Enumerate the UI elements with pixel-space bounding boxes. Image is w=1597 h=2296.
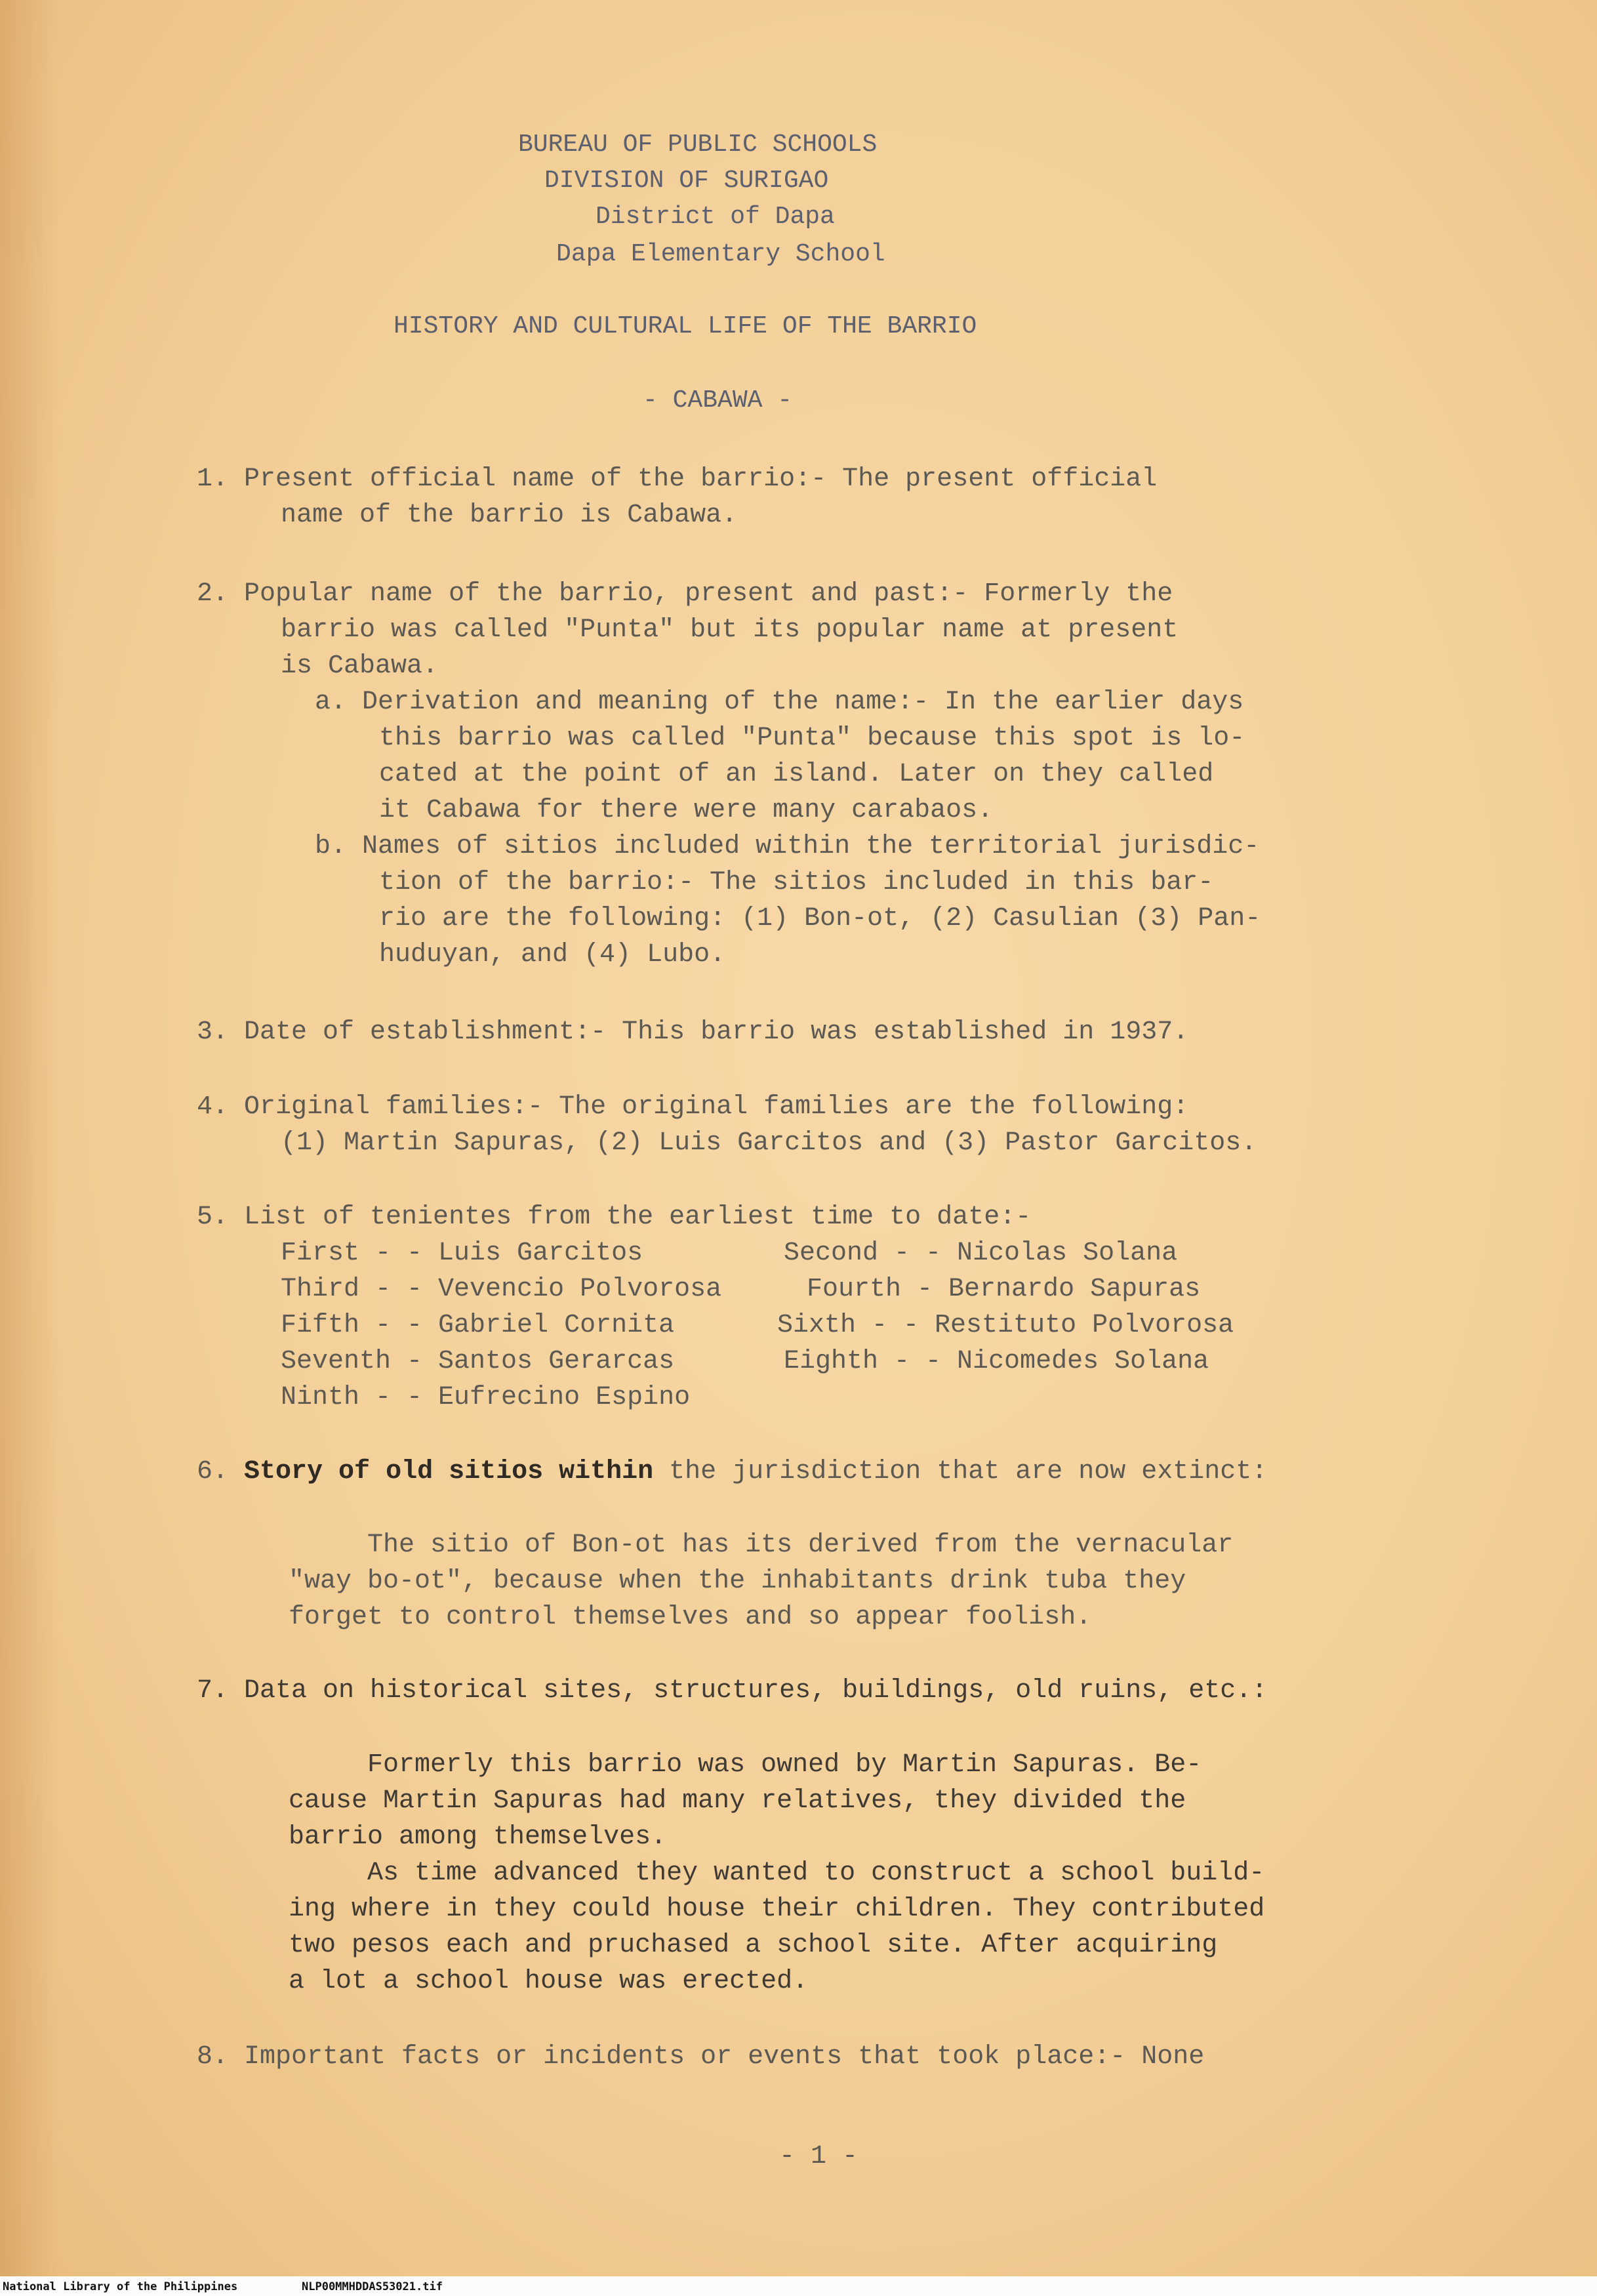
item-6-para-1: The sitio of Bon-ot has its derived from the vernacular	[367, 1530, 1234, 1560]
document-title: HISTORY AND CULTURAL LIFE OF THE BARRIO	[394, 312, 977, 340]
item-7-para-2: cause Martin Sapuras had many relatives, they divided the	[289, 1786, 1186, 1816]
item-4-line-2: (1) Martin Sapuras, (2) Luis Garcitos and (3) Pastor Garcitos.	[281, 1128, 1257, 1158]
item-6-number: 6.	[197, 1457, 229, 1486]
teniente-2: Second - - Nicolas Solana	[784, 1239, 1178, 1268]
barrio-name: - CABAWA -	[643, 386, 793, 415]
footer-file: NLP00MMHDDAS53021.tif	[302, 2280, 443, 2293]
teniente-5: Fifth - - Gabriel Cornita	[281, 1311, 675, 1340]
item-2b-line-1: b. Names of sitios included within the territorial jurisdic-	[315, 832, 1260, 861]
header-district: District of Dapa	[596, 203, 835, 231]
item-2a-line-4: it Cabawa for there were many carabaos.	[379, 796, 994, 825]
item-6-bold-text: Story of old sitios within	[244, 1457, 654, 1486]
item-2b-line-3: rio are the following: (1) Bon-ot, (2) Casulian (3) Pan-	[379, 904, 1261, 933]
teniente-8: Eighth - - Nicomedes Solana	[784, 1347, 1209, 1376]
teniente-6: Sixth - - Restituto Polvorosa	[777, 1311, 1234, 1340]
item-2-line-3: is Cabawa.	[281, 651, 439, 681]
item-2-line-1: 2. Popular name of the barrio, present and past:- Formerly the	[197, 579, 1173, 609]
header-bureau: BUREAU OF PUBLIC SCHOOLS	[518, 131, 878, 159]
header-school: Dapa Elementary School	[556, 240, 885, 268]
item-7-para-5: ing where in they could house their children. They contributed	[289, 1895, 1265, 1924]
item-1-line-2: name of the barrio is Cabawa.	[281, 501, 738, 530]
teniente-4: Fourth - Bernardo Sapuras	[807, 1275, 1201, 1304]
item-7-para-3: barrio among themselves.	[289, 1822, 667, 1852]
item-7-para-4: As time advanced they wanted to construct a school build-	[367, 1858, 1265, 1888]
item-7-para-7: a lot a school house was erected.	[289, 1967, 809, 1996]
item-2b-line-4: huduyan, and (4) Lubo.	[379, 940, 726, 970]
item-6-rest: the jurisdiction that are now extinct:	[669, 1457, 1268, 1486]
item-6-para-2: "way bo-ot", because when the inhabitants drink tuba they	[289, 1567, 1186, 1596]
item-7-heading: 7. Data on historical sites, structures, buildings, old ruins, etc.:	[197, 1676, 1268, 1706]
item-4-line-1: 4. Original families:- The original families are the following:	[197, 1092, 1189, 1122]
footer-library: National Library of the Philippines	[3, 2280, 238, 2293]
item-5-line-1: 5. List of tenientes from the earliest time to date:-	[197, 1202, 1032, 1232]
item-6-para-3: forget to control themselves and so appear foolish.	[289, 1603, 1092, 1632]
header-division: DIVISION OF SURIGAO	[544, 167, 829, 195]
item-2b-line-2: tion of the barrio:- The sitios included in this bar-	[379, 868, 1214, 897]
teniente-7: Seventh - Santos Gerarcas	[281, 1347, 675, 1376]
item-3-line-1: 3. Date of establishment:- This barrio was established in 1937.	[197, 1017, 1189, 1047]
item-2a-line-2: this barrio was called "Punta" because this spot is lo-	[379, 724, 1245, 753]
item-7-para-6: two pesos each and pruchased a school site. After acquiring	[289, 1931, 1218, 1960]
teniente-3: Third - - Vevencio Polvorosa	[281, 1275, 722, 1304]
archive-footer	[0, 2276, 1597, 2296]
item-8-line-1: 8. Important facts or incidents or events that took place:- None	[197, 2042, 1205, 2072]
page-number: - 1 -	[779, 2142, 859, 2171]
teniente-9: Ninth - - Eufrecino Espino	[281, 1383, 691, 1412]
teniente-1: First - - Luis Garcitos	[281, 1239, 643, 1268]
item-2a-line-3: cated at the point of an island. Later on they called	[379, 760, 1214, 789]
item-2a-line-1: a. Derivation and meaning of the name:- In the earlier days	[315, 687, 1244, 717]
item-2-line-2: barrio was called "Punta" but its popular name at present	[281, 615, 1179, 645]
item-6-heading	[197, 1455, 1267, 1489]
item-1-line-1: 1. Present official name of the barrio:- The present official	[197, 464, 1158, 494]
item-7-para-1: Formerly this barrio was owned by Martin Sapuras. Be-	[367, 1750, 1202, 1780]
